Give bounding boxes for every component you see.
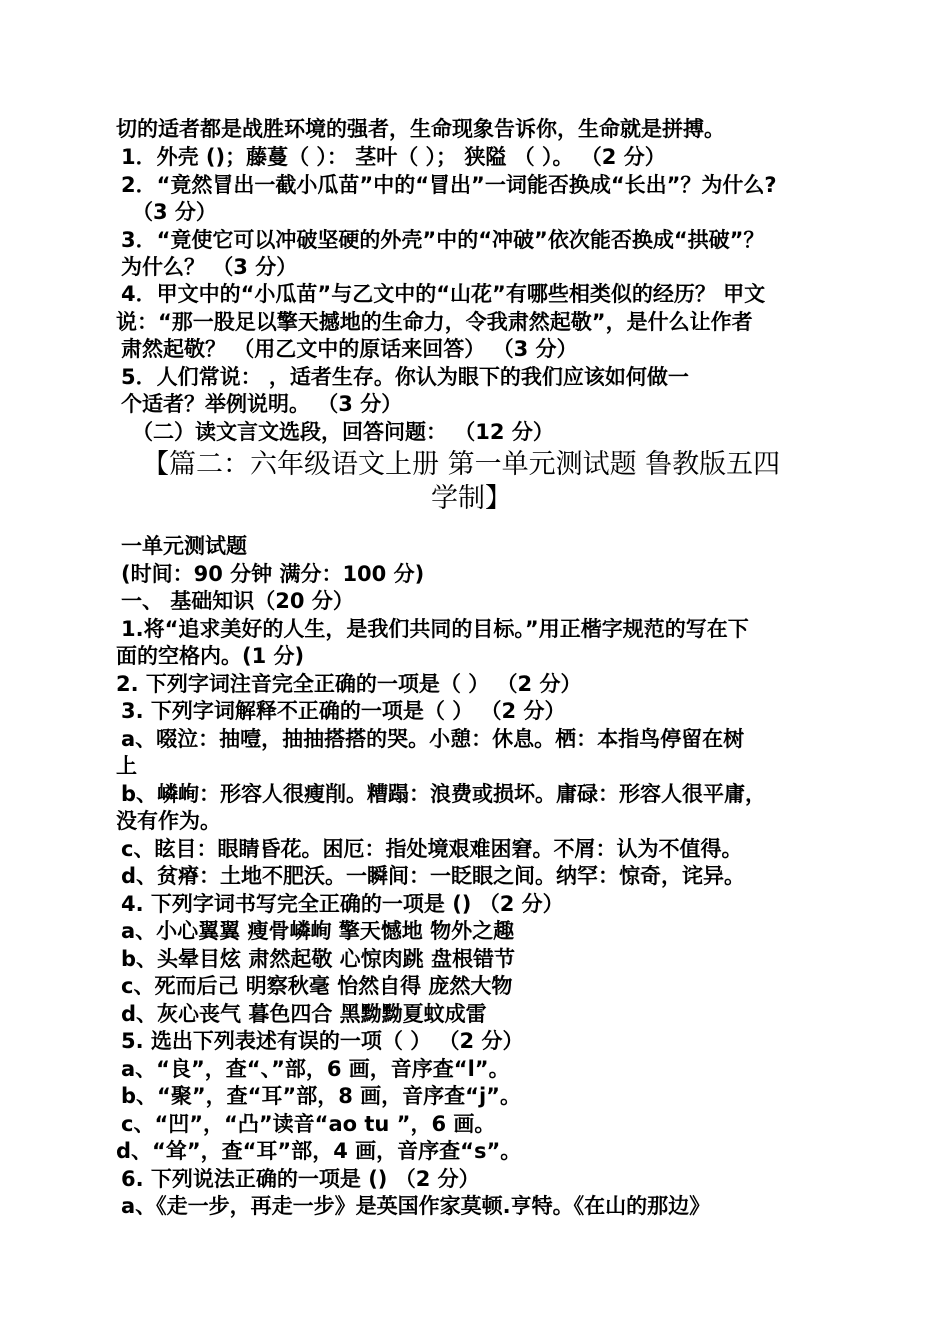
section-heading-line2: 学制】 [431,483,512,514]
option-c: c、眩目：眼睛昏花。困厄：指处境艰难困窘。不屑：认为不值得。 [121,837,743,861]
section-heading-line1: 【篇二：六年级语文上册 第一单元测试题 鲁教版五四 [142,449,781,480]
question-5: 5. 选出下列表述有误的一项（ ） （2 分） [121,1029,524,1053]
question-1: 1．外壳 ()；藤蔓（ ）： 茎叶（ ）； 狭隘 （ ）。 （2 分） [121,145,666,169]
option-a: a、“良”，查“、”部，6 画，音序查“l”。 [121,1057,510,1081]
question-3: 3．“竟使它可以冲破坚硬的外壳”中的“冲破”依次能否换成“拱破”？ [121,228,765,252]
question-1-cont: 面的空格内。(1 分) [116,644,305,668]
question-1: 1.将“追求美好的人生，是我们共同的目标。”用正楷字规范的写在下 [121,617,749,641]
subsection-2-title: （二）读文言文选段，回答问题： （12 分） [132,420,554,444]
option-a: a、啜泣：抽噎，抽抽搭搭的哭。小憩：休息。栖：本指鸟停留在树 [121,727,745,751]
option-b-cont: 没有作为。 [116,809,221,833]
question-2: 2. 下列字词注音完全正确的一项是（ ） （2 分） [116,672,582,696]
question-4-cont2: 肃然起敬？ （用乙文中的原话来回答） （3 分） [121,337,578,361]
option-d: d、“耸”，查“耳”部，4 画，音序查“s”。 [116,1139,522,1163]
question-4-cont: 说：“那一股足以擎天撼地的生命力，令我肃然起敬”，是什么让作者 [116,310,753,334]
question-6: 6. 下列说法正确的一项是 () （2 分） [121,1167,480,1191]
question-2: 2．“竟然冒出一截小瓜苗”中的“冒出”一词能否换成“长出”？为什么? [121,173,777,197]
option-c: c、死而后己 明察秋毫 怡然自得 庞然大物 [121,974,513,998]
option-d: d、贫瘠：土地不肥沃。一瞬间：一眨眼之间。纳罕：惊奇，诧异。 [121,864,746,888]
question-4: 4．甲文中的“小瓜苗”与乙文中的“山花”有哪些相类似的经历？ 甲文 [121,282,766,306]
text-line: 切的适者都是战胜环境的强者，生命现象告诉你，生命就是拼搏。 [116,117,725,141]
test-time-score: (时间：90 分钟 满分：100 分) [121,562,425,586]
question-3: 3. 下列字词解释不正确的一项是（ ） （2 分） [121,699,566,723]
option-a-cont: 上 [116,754,137,778]
option-b: b、头晕目炫 肃然起敬 心惊肉跳 盘根错节 [121,947,515,971]
question-4: 4. 下列字词书写完全正确的一项是 () （2 分） [121,892,564,916]
option-a: a、《走一步，再走一步》是英国作家莫顿.亨特。《在山的那边》 [121,1194,711,1218]
question-5-cont: 个适者？举例说明。 （3 分） [121,392,403,416]
option-a: a、小心翼翼 瘦骨嶙峋 擎天憾地 物外之趣 [121,919,515,943]
option-b: b、嶙峋：形容人很瘦削。糟蹋：浪费或损坏。庸碌：形容人很平庸， [121,782,767,806]
question-3-cont: 为什么？ （3 分） [121,255,298,279]
question-5: 5．人们常说： ，适者生存。你认为眼下的我们应该如何做一 [121,365,689,389]
question-2-score: （3 分） [132,200,217,224]
test-title: 一单元测试题 [121,534,247,558]
option-c: c、“凹”，“凸”读音“ao tu ”，6 画。 [121,1112,496,1136]
section-1-title: 一、 基础知识（20 分） [121,589,354,613]
option-b: b、“聚”，查“耳”部，8 画，音序查“j”。 [121,1084,521,1108]
option-d: d、灰心丧气 暮色四合 黑黝黝夏蚊成雷 [121,1002,487,1026]
